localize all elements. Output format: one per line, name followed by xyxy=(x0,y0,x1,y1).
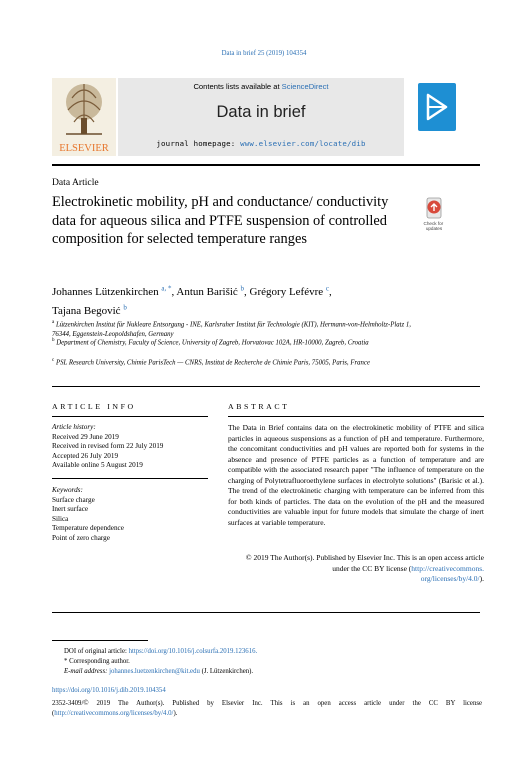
article-info-rule xyxy=(52,416,208,417)
keyword-item: Temperature dependence xyxy=(52,524,124,533)
keyword-item: Inert surface xyxy=(52,505,89,514)
author-0: Johannes Lützenkirchen $^{a, *}$, xyxy=(52,284,177,298)
keywords-label: Keywords: xyxy=(52,486,83,494)
article-info-heading: ARTICLE INFO xyxy=(52,402,136,411)
journal-homepage: journal homepage: www.elsevier.com/locate/dib xyxy=(156,139,366,148)
contents-line: Contents lists available at ScienceDirect xyxy=(193,82,329,91)
author-1: Antun Barišić $^b$, xyxy=(176,284,250,298)
affiliation-b: $^b$ Department of Chemistry, Faculty of Science, University of Zagreb, Horvatovac 102A, HR-10000, Zagreb, Croatia xyxy=(52,338,369,347)
email-link[interactable]: johannes.luetzenkirchen@kit.edu xyxy=(109,668,200,675)
journal-cover-icon[interactable] xyxy=(418,83,456,131)
affiliation-a: $^a$ Lützenkirchen Institut für Nukleare Entsorgung - INE, Karlsruher Institut für Technologie (KIT), Hermann-von-Helmholtz-Platz 1, 76344, Eggenstein-Leopoldshafen, Germany xyxy=(52,320,411,339)
check-updates-badge[interactable] xyxy=(418,197,450,233)
article-type: Data Article xyxy=(52,177,99,188)
abstract-text: The Data in Brief contains data on the electrokinetic mobility of PTFE and silica particles in aqueous suspensions as a function of pH and temperature. Furthermore, the concomitant conductivities and pH values are reported both for systems in the absence and presence of PTFE particles as a function of temperature and are compatible with the associated research paper "The influence of temperature on the charging of Polytetrafluoroethylene surfaces in electrolyte solutions" (Barisic et al.). The trend of the electrokinetic charging with temperature can be inferred from this for both kinds of particles. The data on the evolution of the pH and the measured conductivities are valuable input for future models that simulate the charge of inert surfaces at variable temperature. xyxy=(228,423,484,527)
article-history xyxy=(52,423,202,471)
history-item: Accepted 26 July 2019 xyxy=(52,451,119,460)
history-rule xyxy=(52,478,208,479)
original-doi-link[interactable]: https://doi.org/10.1016/j.colsurfa.2019.123616. xyxy=(128,648,258,655)
footnote-email: E-mail address: johannes.luetzenkirchen@kit.edu (J. Lützenkirchen). xyxy=(64,668,254,675)
elsevier-logo[interactable] xyxy=(52,78,116,156)
masthead-rule xyxy=(52,164,480,166)
abstract-copyright: © 2019 The Author(s). Published by Elsevier Inc. This is an open access article under the CC BY license (http://creativecommons. org/licenses/by/4.0/). xyxy=(245,553,484,583)
rights-license-link[interactable]: http://creativecommons.org/licenses/by/4.0/ xyxy=(54,709,174,717)
footnote-rule xyxy=(52,640,148,641)
history-item: Received in revised form 22 July 2019 xyxy=(52,442,164,451)
keywords xyxy=(52,486,202,544)
license-link[interactable]: http://creativecommons. org/licenses/by/4.0/ xyxy=(411,563,484,583)
journal-name: Data in brief xyxy=(216,103,306,121)
footnote-doi-original: DOI of original article: https://doi.org/10.1016/j.colsurfa.2019.123616. xyxy=(64,648,258,655)
check-updates-label-2: updates xyxy=(425,226,443,231)
article-doi-link[interactable]: https://doi.org/10.1016/j.dib.2019.104354 xyxy=(52,687,166,694)
history-item: Available online 5 August 2019 xyxy=(52,461,143,470)
abstract-rule xyxy=(228,416,484,417)
article-title: Electrokinetic mobility, pH and conductance/ conductivity data for aqueous silica and PTFE suspension of controlled composition for selected temperature ranges xyxy=(52,194,389,247)
history-item: Received 29 June 2019 xyxy=(52,432,119,441)
author-list xyxy=(52,281,432,319)
footnote-corresponding: * Corresponding author. xyxy=(64,658,130,665)
affiliation-c: $^c$ PSL Research University, Chimie ParisTech — CNRS, Institut de Recherche de Chimie Paris, 75005, Paris, France xyxy=(52,358,370,367)
journal-banner xyxy=(118,78,404,156)
journal-citation[interactable]: Data in brief 25 (2019) 104354 xyxy=(221,50,307,57)
homepage-link[interactable]: www.elsevier.com/locate/dib xyxy=(240,139,366,148)
history-label: Article history: xyxy=(52,423,96,431)
author-3: Tajana Begović $^b$ xyxy=(52,303,127,317)
check-updates-label-1: Check for xyxy=(423,221,444,226)
keyword-item: Silica xyxy=(52,514,69,523)
check-updates-icon xyxy=(418,197,450,233)
affiliation-rule xyxy=(52,386,480,387)
sciencedirect-link[interactable]: ScienceDirect xyxy=(281,82,329,91)
content-end-rule xyxy=(52,612,480,613)
publisher-wordmark: ELSEVIER xyxy=(59,143,109,154)
rights-statement: 2352-3409/© 2019 The Author(s). Published by Elsevier Inc. This is an open access article under the CC BY license (http://creativecommons.org/licenses/by/4.0/). xyxy=(52,700,482,717)
abstract-heading: ABSTRACT xyxy=(228,402,290,411)
journal-masthead xyxy=(52,78,480,158)
author-2: Grégory Lefévre $^c$, xyxy=(249,284,332,298)
svg-text:Check for updates xyxy=(424,221,445,231)
keyword-item: Surface charge xyxy=(52,495,95,504)
keyword-item: Point of zero charge xyxy=(52,533,110,542)
